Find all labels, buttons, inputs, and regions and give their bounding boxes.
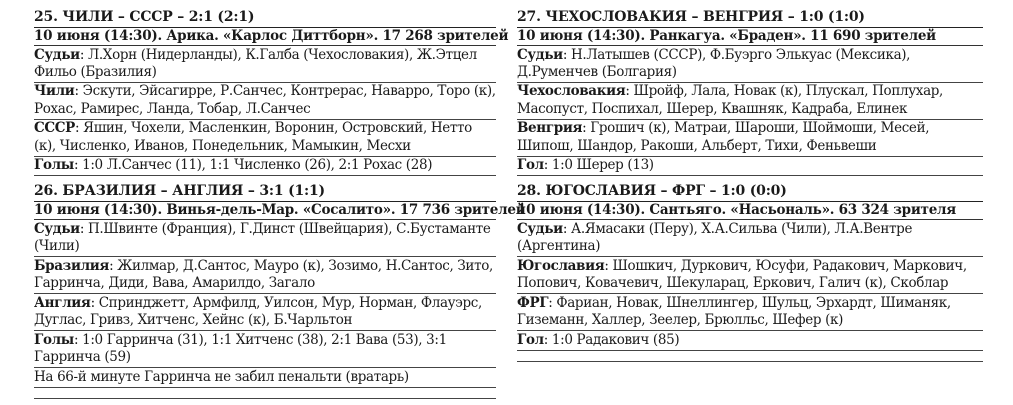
match-26: [34, 182, 526, 398]
match-25: [34, 8, 509, 176]
note-row: [34, 368, 496, 388]
match-title: 28. ЮГОСЛАВИЯ – ФРГ – 1:0 (0:0): [517, 182, 983, 202]
referees-row: [34, 220, 496, 257]
referees-row: [517, 46, 983, 83]
goals-row: [517, 331, 983, 351]
row-label: ФРГ: [517, 294, 549, 311]
row-label: Судьи: [517, 220, 563, 237]
row-text: : Яшин, Чохели, Масленкин, Воронин, Островский, Нетто (к), Численко, Иванов, Понедельник, Мамыкин, Месхи: [34, 120, 472, 154]
team-row: [517, 257, 983, 294]
team-row: [517, 83, 983, 120]
row-text: : 1:0 Гарринча (31), 1:1 Хитченс (38), 2:1 Вава (53), 3:1 Гарринча (59): [34, 331, 447, 365]
team-row: [34, 83, 496, 120]
row-label: Судьи: [34, 220, 80, 237]
row-label: Чили: [34, 83, 75, 100]
row-label: СССР: [34, 120, 75, 137]
divider: [517, 361, 983, 362]
row-text: : Шошкич, Дуркович, Юсуфи, Радакович, Маркович, Попович, Ковачевич, Шекуларац, Еркович, Галич (к), Скоблар: [517, 257, 967, 292]
row-label: Судьи: [34, 46, 80, 63]
team-row: [34, 257, 496, 294]
referees-row: [517, 220, 983, 257]
row-label: Гол: [517, 157, 544, 174]
row-label: Югославия: [517, 257, 605, 274]
row-text: На 66-й минуте Гарринча не забил пенальти (вратарь): [34, 368, 409, 385]
left-column: [34, 8, 526, 405]
right-column: [517, 8, 983, 368]
referees-row: [34, 46, 496, 83]
row-text: : П.Швинте (Франция), Г.Динст (Швейцария), С.Бустаманте (Чили): [34, 220, 491, 255]
row-label: Голы: [34, 157, 74, 174]
row-text: : А.Ямасаки (Перу), Х.А.Сильва (Чили), Л.А.Вентре (Аргентина): [517, 220, 913, 255]
divider: [34, 398, 496, 399]
team-row: [517, 294, 983, 331]
row-text: : Фариан, Новак, Шнеллингер, Шульц, Эрхардт, Шиманяк, Гиземанн, Халлер, Зеелер, Брюлльс, Шефер (к): [517, 294, 951, 328]
goals-row: [517, 157, 983, 177]
match-info: 10 июня (14:30). Ранкагуа. «Браден». 11 690 зрителей: [517, 28, 983, 46]
match-info: 10 июня (14:30). Арика. «Карлос Диттборн». 17 268 зрителей: [34, 28, 509, 44]
team-row: [517, 120, 983, 157]
match-info: 10 июня (14:30). Сантьяго. «Насьональ». 63 324 зрителя: [517, 202, 983, 220]
match-title: 26. БРАЗИЛИЯ – АНГЛИЯ – 3:1 (1:1): [34, 182, 496, 202]
row-label: Венгрия: [517, 120, 583, 137]
row-text: : Спринджетт, Армфилд, Уилсон, Мур, Норман, Флауэрс, Дуглас, Гривз, Хитченс, Хейнс (к), Б.Чарльтон: [34, 294, 482, 328]
row-text: : Грошич (к), Матраи, Шароши, Шоймоши, Месей, Шипош, Шандор, Ракоши, Альберт, Тихи, Феньвеши: [517, 120, 930, 154]
goals-row: [34, 157, 496, 177]
match-27: [517, 8, 983, 176]
row-text: : 1:0 Шерер (13): [543, 157, 654, 174]
row-label: Голы: [34, 331, 74, 348]
row-text: : Эскути, Эйсагирре, Р.Санчес, Контрерас, Наварро, Торо (к), Рохас, Рамирес, Ланда, Тобар, Л.Санчес: [34, 83, 496, 117]
row-text: : 1:0 Л.Санчес (11), 1:1 Численко (26), 2:1 Рохас (28): [73, 157, 433, 174]
row-label: Чехословакия: [517, 83, 626, 100]
row-label: Гол: [517, 331, 544, 348]
row-text: : Шройф, Лала, Новак (к), Плускал, Поплухар, Масопуст, Поспихал, Шерер, Квашняк, Кадраба, Елинек: [517, 83, 943, 117]
row-text: : Л.Хорн (Нидерланды), К.Галба (Чехословакия), Ж.Этцел Фильо (Бразилия): [34, 46, 477, 80]
match-title: 27. ЧЕХОСЛОВАКИЯ – ВЕНГРИЯ – 1:0 (1:0): [517, 8, 983, 28]
team-row: [34, 120, 496, 157]
match-info: 10 июня (14:30). Винья-дель-Мар. «Сосалито». 17 736 зрителей: [34, 202, 526, 219]
row-text: : Н.Латышев (СССР), Ф.Буэрго Элькуас (Мексика), Д.Руменчев (Болгария): [517, 46, 911, 80]
row-text: : 1:0 Радакович (85): [543, 331, 680, 348]
match-title: 25. ЧИЛИ – СССР – 2:1 (2:1): [34, 8, 496, 28]
team-row: [34, 294, 496, 331]
row-label: Англия: [34, 294, 91, 311]
row-text: : Жилмар, Д.Сантос, Мауро (к), Зозимо, Н.Сантос, Зито, Гарринча, Диди, Вава, Амарилдо, Загало: [34, 257, 493, 292]
match-28: [517, 182, 983, 361]
row-label: Бразилия: [34, 257, 110, 274]
goals-row: [34, 331, 496, 368]
row-label: Судьи: [517, 46, 563, 63]
